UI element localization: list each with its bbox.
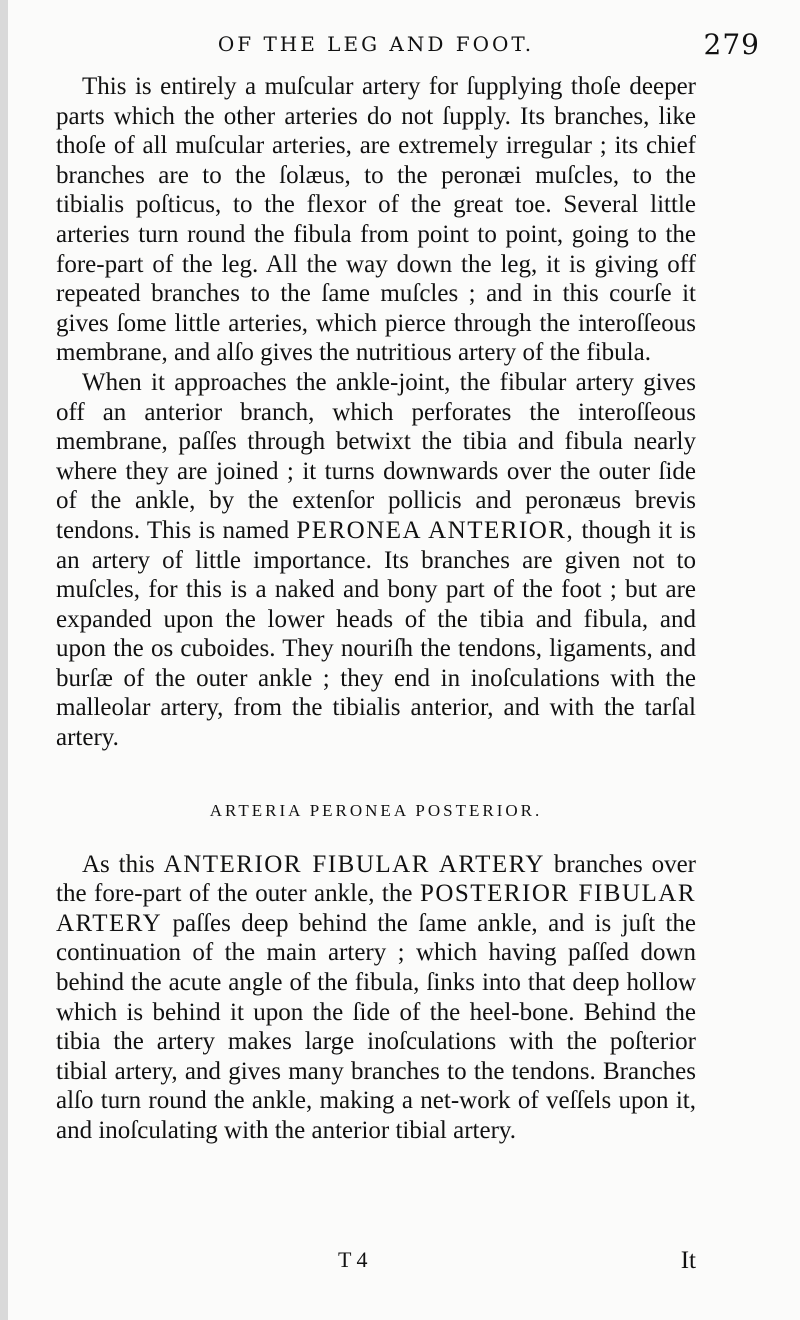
section-heading: ARTERIA PERONEA POSTERIOR. [209,800,543,820]
running-title: OF THE LEG AND FOOT. [217,32,535,56]
page-body [56,72,696,1146]
signature-mark: T 4 [338,1247,368,1272]
running-head [56,28,760,61]
page-number: 279 [703,28,760,61]
catchword: It [680,1247,696,1274]
term-peronea-anterior: PERONEA ANTERIOR, [296,516,575,544]
term-posterior-fibular-artery: POSTERIOR FIBULAR ARTERY [56,880,696,937]
paragraph-text: branches over the fore-part of the outer ankle, the [56,850,696,908]
paragraph-peronea-anterior [56,368,696,753]
paragraph-text: When it approaches the ankle-joint, the fibular artery gives off an anterior branch, which perforates the interoſſeous membrane, paſſes through betwixt the tibia and fibula nearly where they are joined ; it turns downwards over the outer ſide of the ankle, by the extenſor pollicis and peronæus brevis tendons. This is named [56,368,696,544]
paragraph-peronea-posterior [56,850,696,1146]
paragraph-muscular-artery [56,72,696,368]
page-footer [56,1247,696,1277]
paragraph-text: though it is an artery of little importance. Its branches are given not to muſcles, for this is a naked and bony part of the foot ; but are expanded upon the lower heads of the tibia and fibula, and upon the os cuboides. They nouriſh the tendons, ligaments, and burſæ of the outer ankle ; they end in inoſculations with the malleolar artery, from the tibialis anterior, and with the tarſal artery. [56,516,696,752]
term-anterior-fibular-artery: ANTERIOR FIBULAR ARTERY [163,850,545,878]
paragraph-text: paſſes deep behind the ſame ankle, and is juſt the continuation of the main artery ; which having paſſed down behind the acute angle of the fibula, ſinks into that deep hollow which is behind it upon the ſide of the heel-bone. Behind the tibia the artery makes large inoſculations with the poſterior tibial artery, and gives many branches to the tendons. Branches alſo turn round the ankle, making a net-work of veſſels upon it, and inoſculating with the anterior tibial artery. [56,909,696,1144]
paragraph-text: As this [82,850,155,878]
paragraph-text: This is entirely a muſcular artery for ſupplying thoſe deeper parts which the other arteries do not ſupply. Its branches, like thoſe of all muſcular arteries, are extremely irregular ; its chief branches are to the ſolæus, to the peronæi muſcles, to the tibialis poſticus, to the flexor of the great toe. Several little arteries turn round the fibula from point to point, going to the fore-part of the leg. All the way down the leg, it is giving off repeated branches to the ſame muſcles ; and in this courſe it gives ſome little arteries, which pierce through the interoſſeous membrane, and alſo gives the nutritious artery of the fibula. [56,73,696,367]
